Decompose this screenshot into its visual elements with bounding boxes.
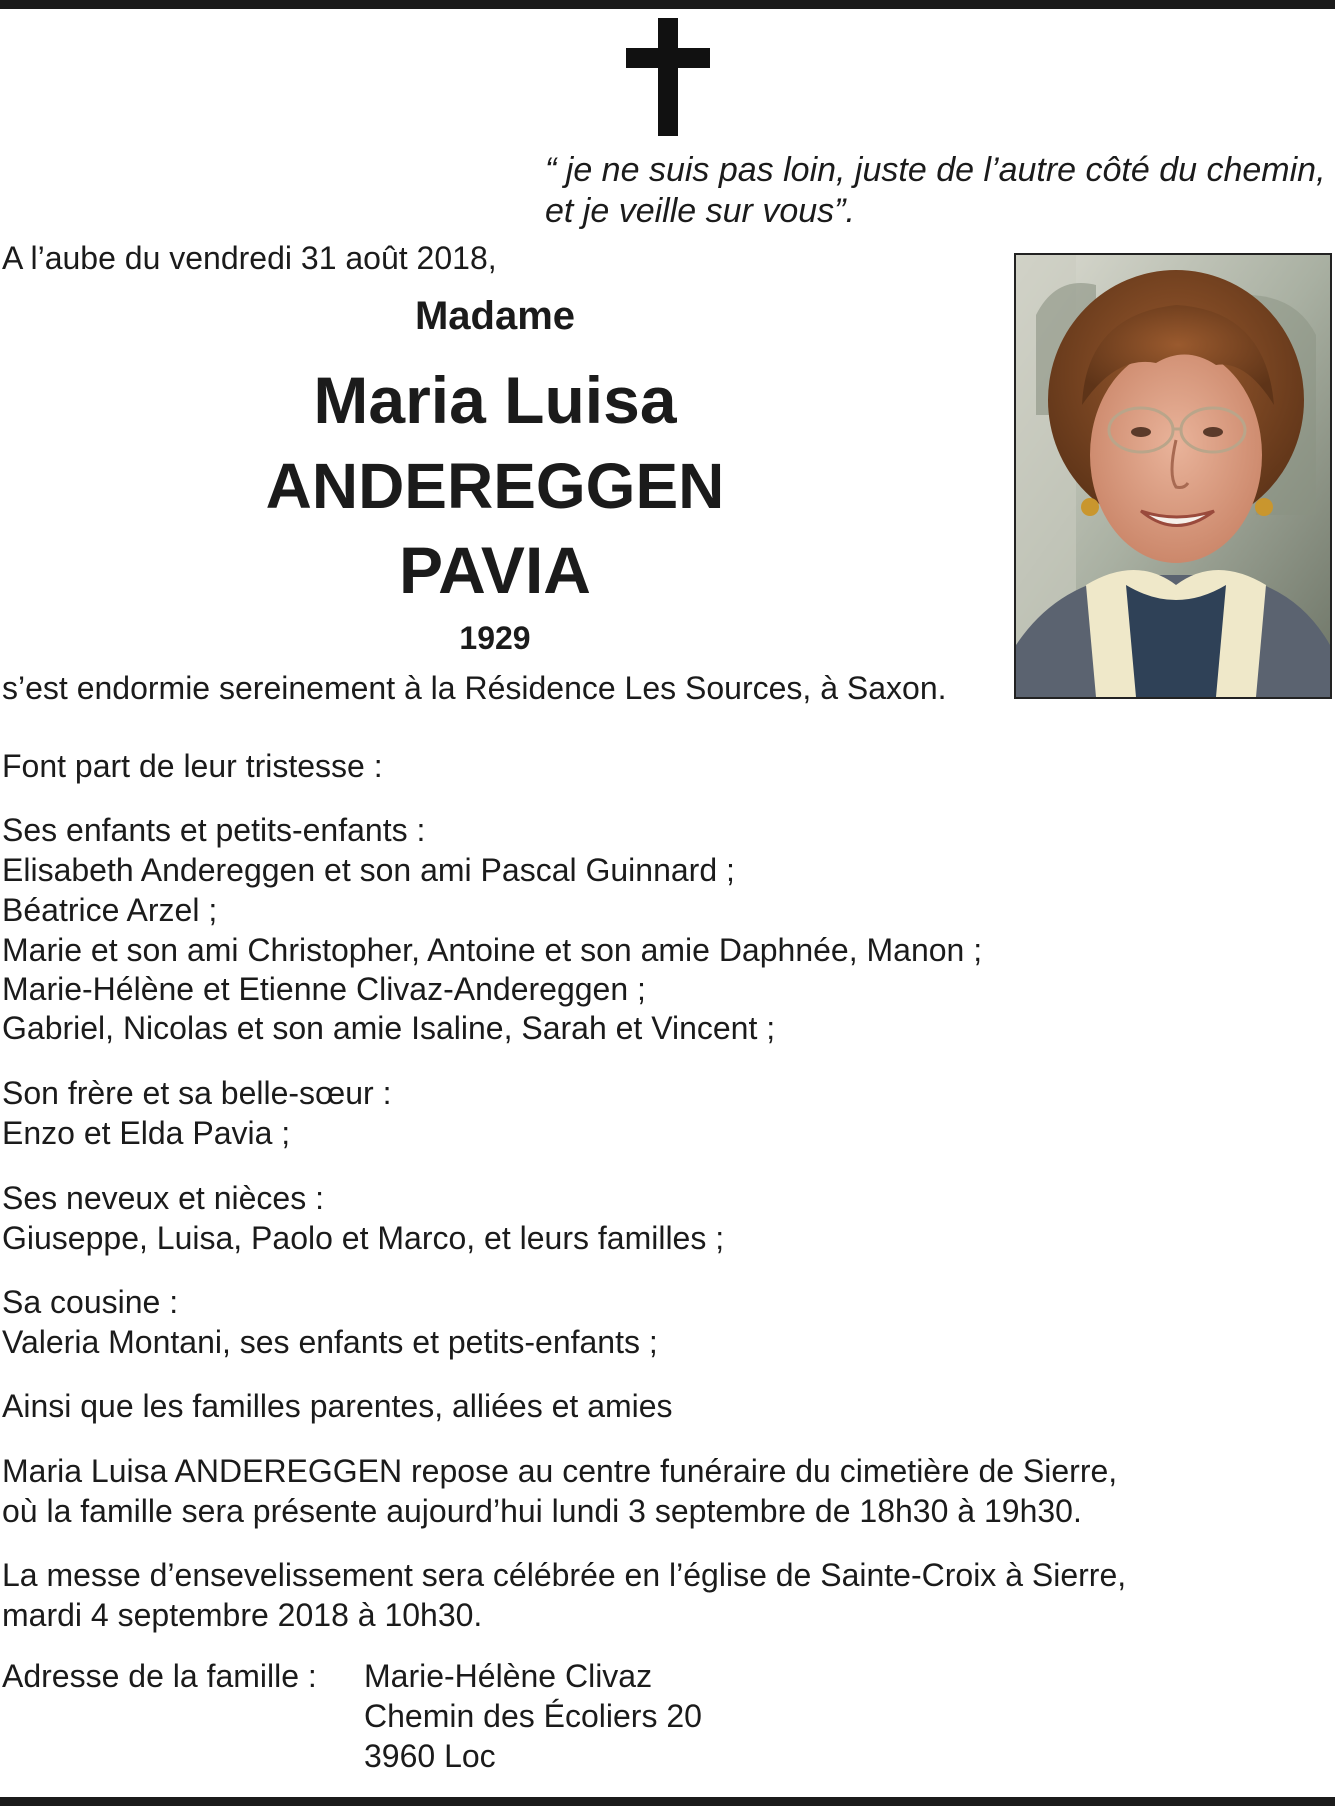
family-address xyxy=(364,1656,702,1776)
top-rule xyxy=(0,0,1335,9)
address-name: Marie-Hélène Clivaz xyxy=(364,1658,653,1694)
list-item: Marie-Hélène et Etienne Clivaz-Andereggen ; xyxy=(2,971,646,1007)
passing-statement: s’est endormie sereinement à la Résidence Les Sources, à Saxon. xyxy=(2,670,947,706)
cousin-heading: Sa cousine : xyxy=(2,1284,179,1320)
list-item: Béatrice Arzel ; xyxy=(2,892,218,928)
viewing-line-2: où la famille sera présente aujourd’hui lundi 3 septembre de 18h30 à 19h30. xyxy=(2,1493,1082,1529)
deceased-title: Madame xyxy=(414,294,576,338)
portrait-photo xyxy=(1014,253,1332,699)
list-item: Enzo et Elda Pavia ; xyxy=(2,1115,291,1151)
others-line: Ainsi que les familles parentes, alliées et amies xyxy=(2,1388,673,1424)
deceased-surname-2: PAVIA xyxy=(399,533,591,607)
deceased-surname-1: ANDEREGGEN xyxy=(265,450,725,522)
funeral-line-2: mardi 4 septembre 2018 à 10h30. xyxy=(2,1597,483,1633)
address-city: 3960 Loc xyxy=(364,1738,496,1774)
sibling-heading: Son frère et sa belle-sœur : xyxy=(2,1075,392,1111)
viewing-line-1: Maria Luisa ANDEREGGEN repose au centre funéraire du cimetière de Sierre, xyxy=(2,1453,1118,1489)
funeral-line-1: La messe d’ensevelissement sera célébrée en l’église de Sainte-Croix à Sierre, xyxy=(2,1557,1127,1593)
family-address-label: Adresse de la famille : xyxy=(2,1658,317,1694)
deceased-first-names: Maria Luisa xyxy=(313,363,677,437)
list-item: Giuseppe, Luisa, Paolo et Marco, et leurs familles ; xyxy=(2,1220,725,1256)
nephews-heading: Ses neveux et nièces : xyxy=(2,1180,324,1216)
children-heading: Ses enfants et petits-enfants : xyxy=(2,812,426,848)
epitaph-quote xyxy=(545,150,1335,232)
quote-line-1: “ je ne suis pas loin, juste de l’autre côté du chemin, xyxy=(545,151,1326,189)
list-item: Valeria Montani, ses enfants et petits-enfants ; xyxy=(2,1324,658,1360)
quote-line-2: et je veille sur vous”. xyxy=(545,192,855,230)
intro-line: A l’aube du vendredi 31 août 2018, xyxy=(2,240,497,276)
address-street: Chemin des Écoliers 20 xyxy=(364,1698,702,1734)
cross-icon xyxy=(626,18,710,136)
announcement-line: Font part de leur tristesse : xyxy=(2,748,383,784)
list-item: Gabriel, Nicolas et son amie Isaline, Sarah et Vincent ; xyxy=(2,1010,776,1046)
bottom-rule xyxy=(0,1797,1335,1806)
list-item: Marie et son ami Christopher, Antoine et son amie Daphnée, Manon ; xyxy=(2,932,983,968)
list-item: Elisabeth Andereggen et son ami Pascal Guinnard ; xyxy=(2,852,735,888)
birth-year: 1929 xyxy=(459,620,531,656)
